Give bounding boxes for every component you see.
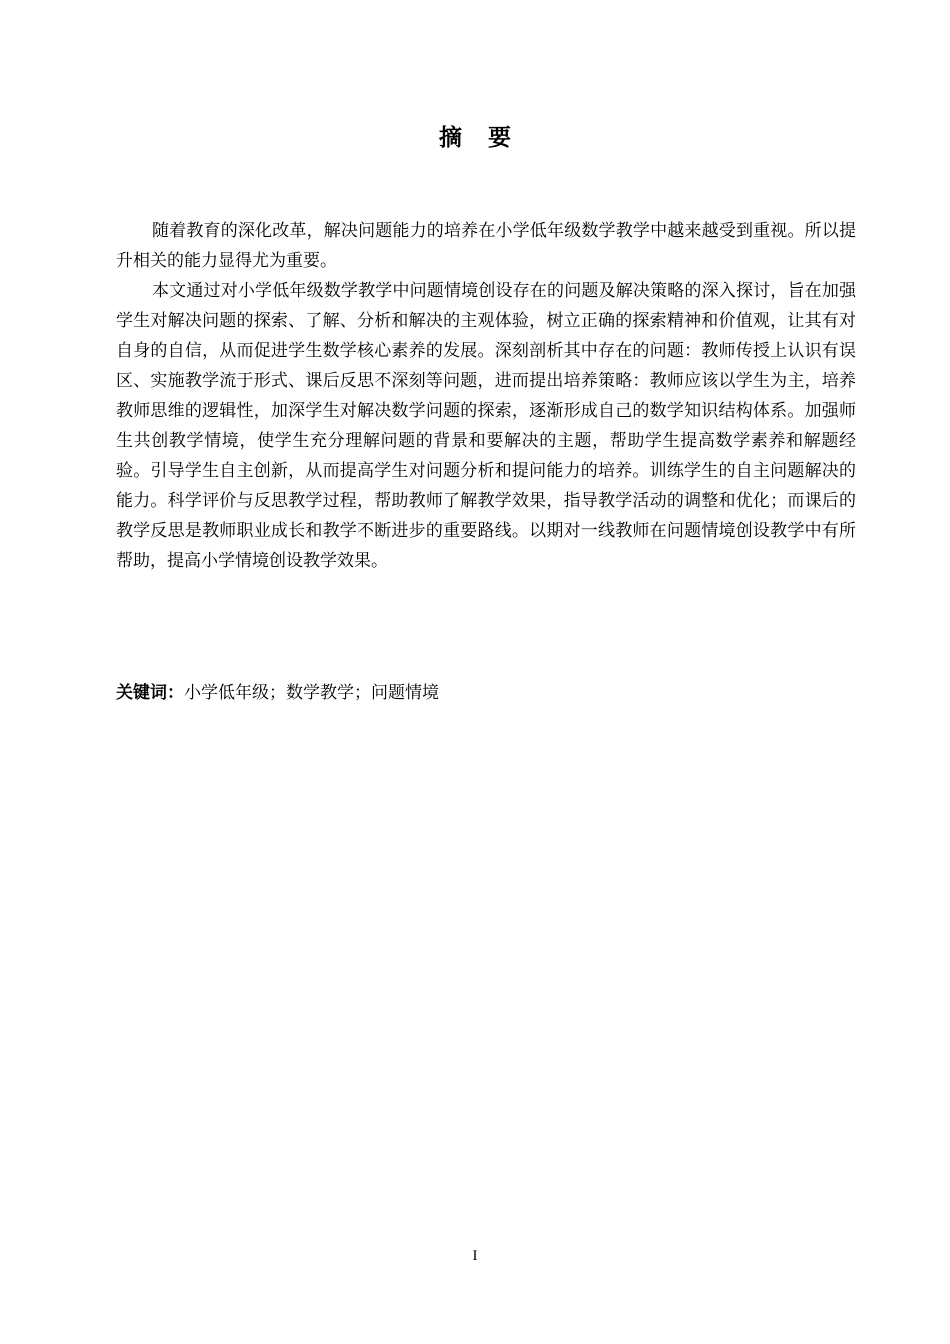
keywords-line bbox=[116, 678, 856, 708]
page-number: I bbox=[472, 1248, 478, 1264]
keywords-value: 小学低年级；数学教学；问题情境 bbox=[184, 683, 439, 703]
abstract-paragraph-1: 随着教育的深化改革，解决问题能力的培养在小学低年级数学教学中越来越受到重视。所以提升相关的能力显得尤为重要。 bbox=[116, 221, 856, 271]
abstract-body bbox=[116, 216, 856, 576]
abstract-paragraph-2: 本文通过对小学低年级数学教学中问题情境创设存在的问题及解决策略的深入探讨，旨在加强学生对解决问题的探索、了解、分析和解决的主观体验，树立正确的探索精神和价值观，让其有对自身的自信，从而促进学生数学核心素养的发展。深刻剖析其中存在的问题：教师传授上认识有误区、实施教学流于形式、课后反思不深刻等问题，进而提出培养策略：教师应该以学生为主，培养教师思维的逻辑性，加深学生对解决数学问题的探索，逐渐形成自己的数学知识结构体系。加强师生共创教学情境，使学生充分理解问题的背景和要解决的主题，帮助学生提高数学素养和解题经验。引导学生自主创新，从而提高学生对问题分析和提问能力的培养。训练学生的自主问题解决的能力。科学评价与反思教学过程，帮助教师了解教学效果，指导教学活动的调整和优化；而课后的教学反思是教师职业成长和教学不断进步的重要路线。以期对一线教师在问题情境创设教学中有所帮助，提高小学情境创设教学效果。 bbox=[116, 281, 856, 571]
abstract-title: 摘要 bbox=[439, 125, 537, 151]
keywords-label: 关键词： bbox=[116, 683, 184, 703]
